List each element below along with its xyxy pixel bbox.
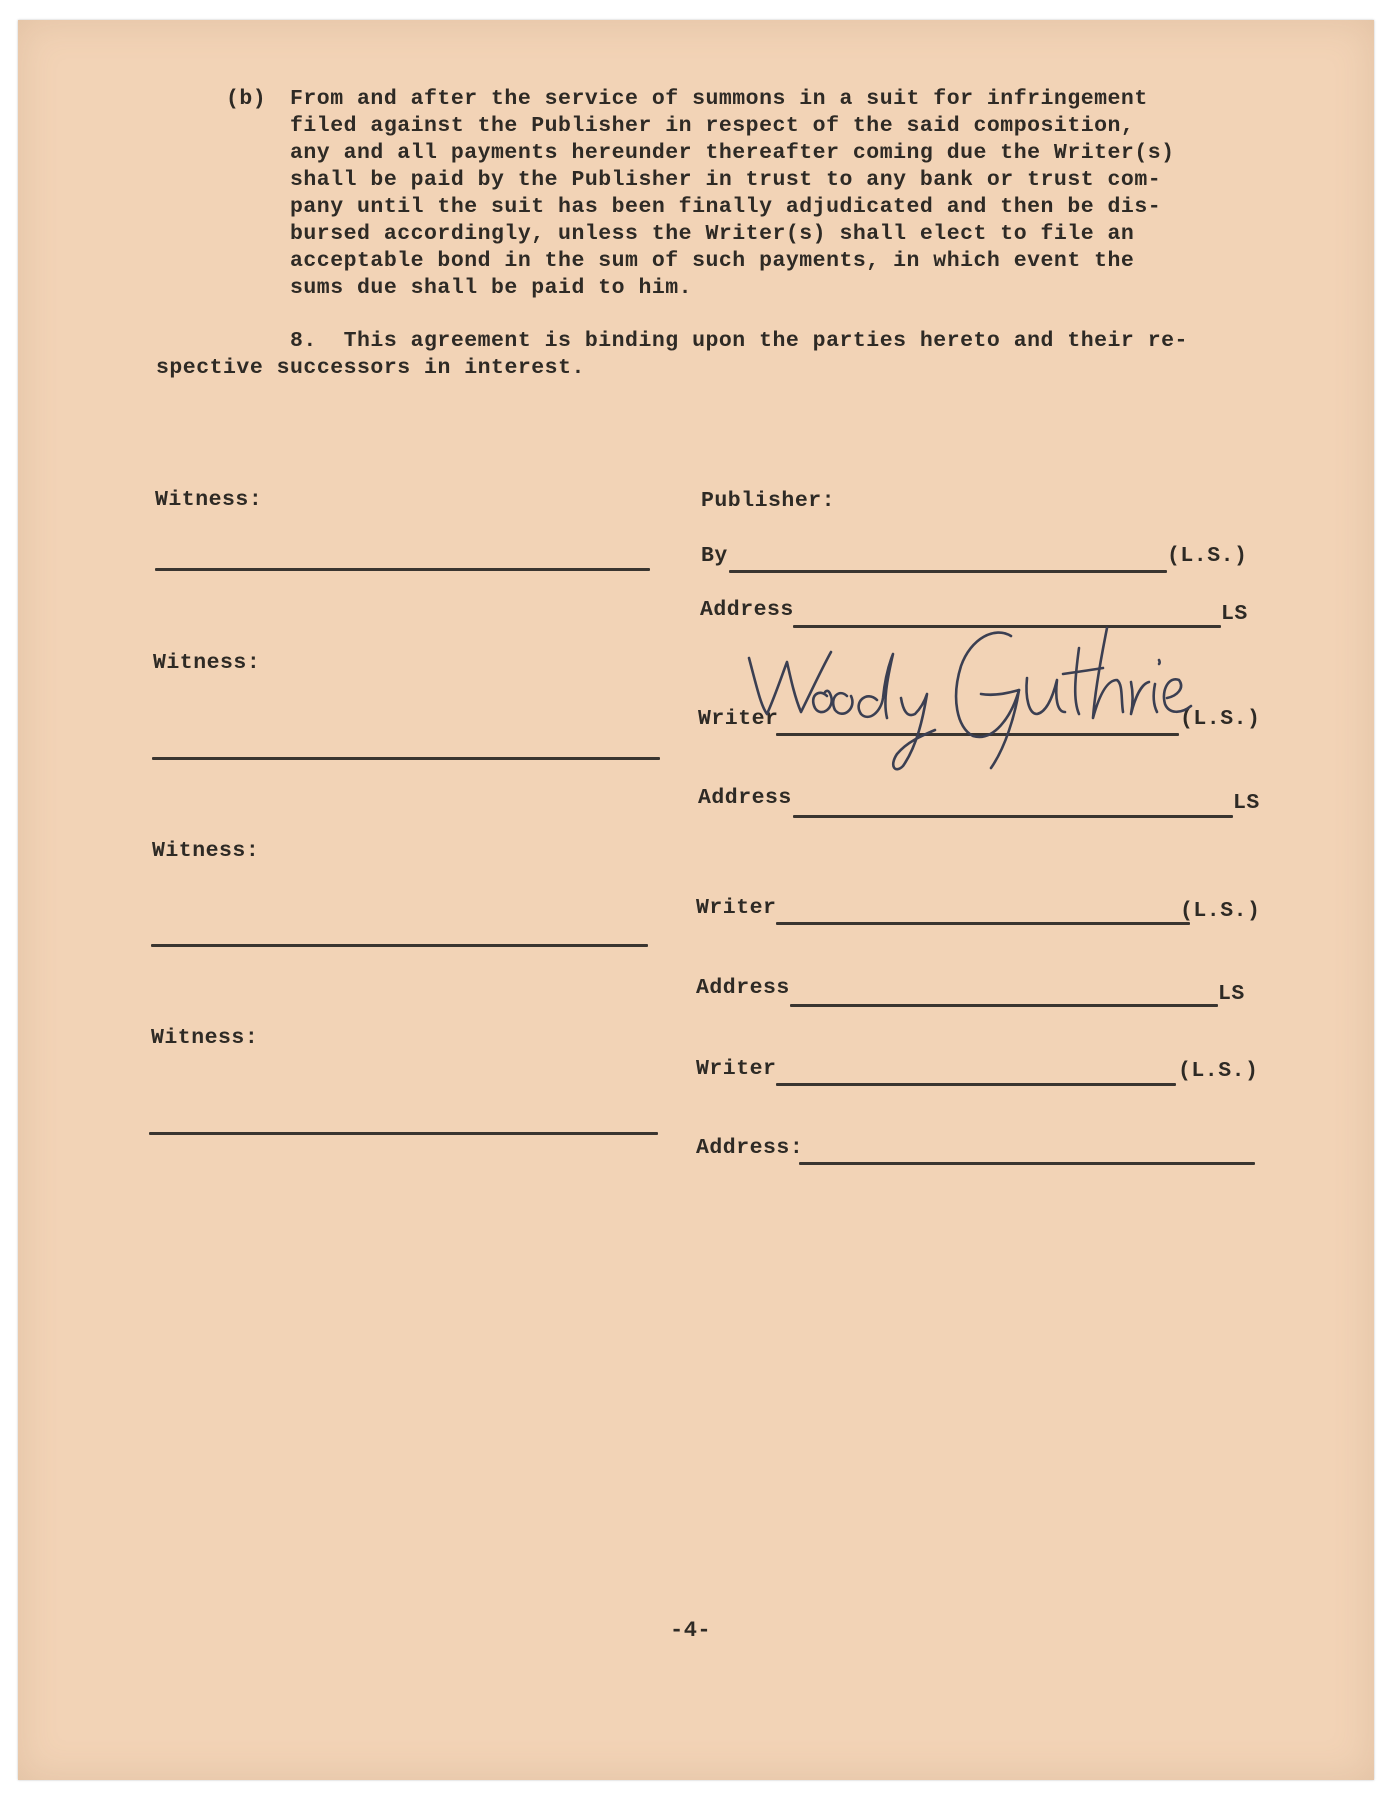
clause-b-line: pany until the suit has been finally adjudicated and then be dis- — [290, 195, 1162, 219]
address-label-1: Address — [700, 598, 794, 622]
address-line-2 — [793, 815, 1233, 818]
ls-paren-3: (L.S.) — [1180, 899, 1261, 923]
clause-b-line: sums due shall be paid to him. — [290, 276, 693, 300]
witness-label-4: Witness: — [151, 1026, 259, 1050]
witness-label-1: Witness: — [155, 488, 263, 512]
ls-1: LS — [1221, 602, 1248, 626]
witness-signature-line-1 — [155, 568, 650, 571]
address-line-4 — [799, 1162, 1255, 1165]
address-label-3: Address — [696, 976, 790, 1000]
address-line-3 — [790, 1004, 1218, 1007]
clause-b-marker: (b) — [226, 87, 267, 111]
clause-8-line-2: spective successors in interest. — [156, 356, 585, 380]
publisher-label: Publisher: — [701, 489, 836, 513]
ls-2: LS — [1233, 791, 1260, 815]
ls-paren-4: (L.S.) — [1178, 1059, 1259, 1083]
writer-label-3: Writer — [696, 1057, 777, 1081]
signature-text: Woody Guthrie — [965, 768, 973, 769]
writer-line-2 — [776, 922, 1190, 925]
witness-signature-line-4 — [149, 1132, 658, 1135]
clause-b-line: filed against the Publisher in respect of the said composition, — [290, 114, 1135, 138]
writer-signature — [735, 618, 1195, 778]
witness-signature-line-2 — [152, 757, 660, 760]
writer-line-3 — [776, 1083, 1176, 1086]
witness-label-3: Witness: — [152, 839, 260, 863]
clause-8-line-1: 8. This agreement is binding upon the parties hereto and their re- — [290, 329, 1188, 353]
clause-b-line: any and all payments hereunder thereafter coming due the Writer(s) — [290, 141, 1175, 165]
writer-label-2: Writer — [696, 896, 777, 920]
address-label-2: Address — [698, 786, 792, 810]
clause-b-line: shall be paid by the Publisher in trust to any bank or trust com- — [290, 168, 1162, 192]
writer-label-1: Writer — [698, 707, 779, 731]
clause-b-line: From and after the service of summons in a suit for infringement — [290, 87, 1148, 111]
witness-signature-line-3 — [151, 944, 648, 947]
witness-label-2: Witness: — [153, 651, 261, 675]
ls-paren-1: (L.S.) — [1167, 544, 1248, 568]
page-number: -4- — [670, 1618, 712, 1643]
clause-b-line: acceptable bond in the sum of such payments, in which event the — [290, 249, 1135, 273]
publisher-by-line — [729, 570, 1167, 573]
by-label: By — [701, 544, 728, 568]
clause-b-line: bursed accordingly, unless the Writer(s) shall elect to file an — [290, 222, 1135, 246]
ls-3: LS — [1218, 982, 1245, 1006]
ls-paren-2: (L.S.) — [1180, 707, 1261, 731]
address-label-4: Address: — [696, 1136, 804, 1160]
